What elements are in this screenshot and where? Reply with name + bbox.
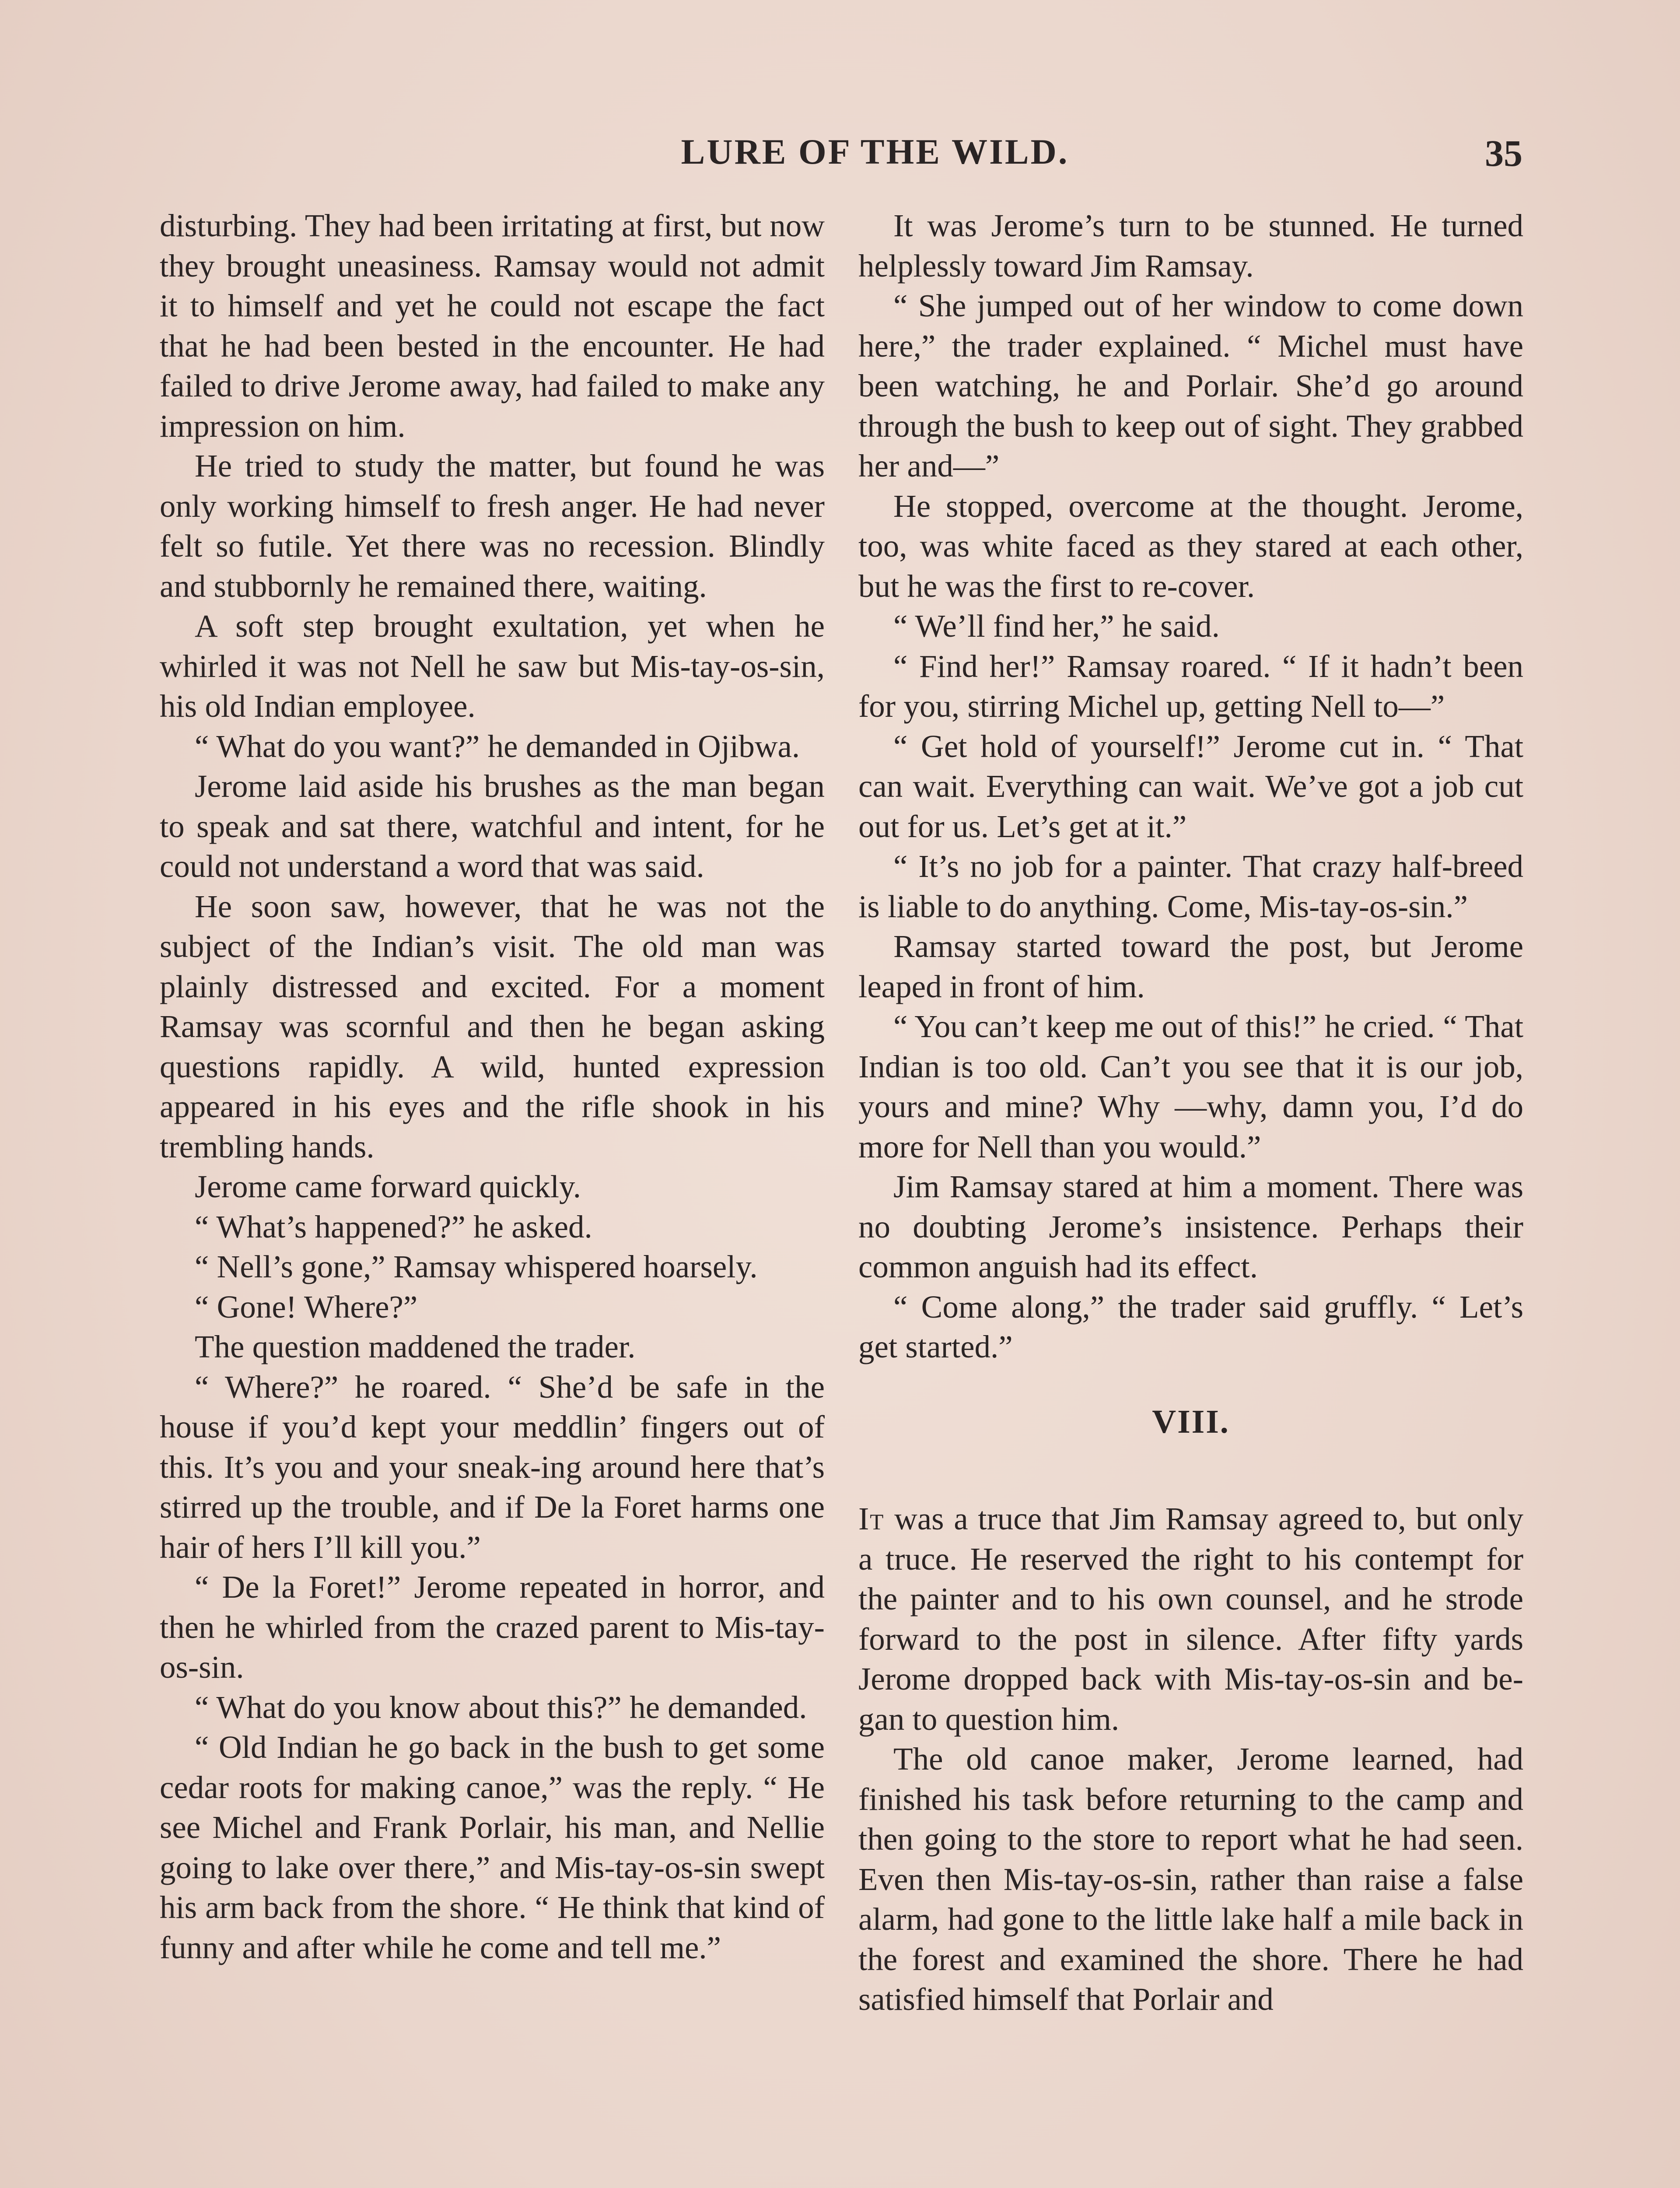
paragraph: “ What’s happened?” he asked. [195, 1209, 592, 1245]
paragraph: The question maddened the trader. [195, 1329, 636, 1364]
paragraph: He tried to study the matter, but found he was only working himself to fresh anger. He had never felt so futile. Yet there was no recession. Blindly and stubbornly he remained there, waiting. [160, 448, 825, 604]
paragraph: “ What do you know about this?” he demanded. [195, 1689, 807, 1725]
paragraph: He stopped, overcome at the thought. Jerome, too, was white faced as they stared at each other, but he was the first to re-cover. [858, 488, 1523, 604]
paragraph: “ De la Foret!” Jerome repeated in horror, and then he whirled from the crazed parent to Mis-tay-os-sin. [160, 1569, 825, 1685]
paragraph: “ Nell’s gone,” Ramsay whispered hoarsely. [195, 1249, 758, 1284]
chapter-opening-paragraph [858, 1499, 1523, 1739]
paragraph: Jim Ramsay stared at him a moment. There was no doubting Jerome’s insistence. Perhaps their common anguish had its effect. [858, 1169, 1523, 1284]
page-number: 35 [1485, 132, 1522, 174]
paragraph: “ Find her!” Ramsay roared. “ If it hadn’t been for you, stirring Michel up, getting Nell to—” [858, 648, 1523, 724]
paragraph: It was Jerome’s turn to be stunned. He turned helplessly toward Jim Ramsay. [858, 208, 1523, 284]
paragraph: “ It’s no job for a painter. That crazy half-breed is liable to do anything. Come, Mis-tay-os-sin.” [858, 849, 1523, 924]
paragraph: Ramsay started toward the post, but Jerome leaped in front of him. [858, 929, 1523, 1004]
paragraph: “ Get hold of yourself!” Jerome cut in. “ That can wait. Everything can wait. We’ve got a job cut out for us. Let’s get at it.” [858, 728, 1523, 844]
paragraph: Jerome laid aside his brushes as the man began to speak and sat there, watchful and intent, for he could not understand a word that was said. [160, 768, 825, 884]
paragraph: “ Old Indian he go back in the bush to get some cedar roots for making canoe,” was the reply. “ He see Michel and Frank Porlair, his man, and Nellie going to lake over there,” and Mis-tay-os-sin swept his arm back from the shore. “ He think that kind of funny and after while he come and tell me.” [160, 1729, 825, 1965]
chapter-heading: VIII. [1152, 1403, 1230, 1440]
paragraph: disturbing. They had been irritating at first, but now they brought uneasiness. Ramsay would not admit it to himself and yet he could not escape the fact that he had been bested in the encounter. He had failed to drive Jerome away, had failed to make any impression on him. [160, 208, 825, 444]
paragraph: Jerome came forward quickly. [195, 1169, 581, 1204]
paragraph: “ Come along,” the trader said gruffly. “ Let’s get started.” [858, 1289, 1523, 1364]
paragraph: “ We’ll find her,” he said. [893, 608, 1220, 644]
opening-text: was a truce that Jim Ramsay agreed to, but only a truce. He reserved the right to his contempt for the painter and to his own counsel, and he strode forward to the post in silence. After fifty yards Jerome dropped back with Mis-tay-os-sin and be-gan to question him. [858, 1501, 1523, 1737]
paragraph: He soon saw, however, that he was not the subject of the Indian’s visit. The old man was plainly distressed and excited. For a moment Ramsay was scornful and then he began asking questions rapidly. A wild, hunted expression appeared in his eyes and the rifle shook in his trembling hands. [160, 888, 825, 1164]
opening-smallcaps: It [858, 1501, 885, 1536]
paragraph: “ You can’t keep me out of this!” he cried. “ That Indian is too old. Can’t you see that it is our job, yours and mine? Why —why, damn you, I’d do more for Nell than you would.” [858, 1009, 1523, 1164]
paragraph: “ What do you want?” he demanded in Ojibwa. [195, 728, 800, 764]
right-column [858, 206, 1523, 2020]
paragraph: The old canoe maker, Jerome learned, had finished his task before returning to the camp and then going to the store to report what he had seen. Even then Mis-tay-os-sin, rather than raise a false alarm, had gone to the little lake half a mile back in the forest and examined the shore. There he had satisfied himself that Porlair and [858, 1741, 1523, 2017]
left-column [160, 206, 825, 1967]
paragraph: A soft step brought exultation, yet when he whirled it was not Nell he saw but Mis-tay-os-sin, his old Indian employee. [160, 608, 825, 724]
paragraph: “ Gone! Where?” [195, 1289, 418, 1325]
paragraph: “ She jumped out of her window to come down here,” the trader explained. “ Michel must have been watching, he and Porlair. She’d go around through the bush to keep out of sight. They grabbed her and—” [858, 288, 1523, 484]
running-title: LURE OF THE WILD. [681, 132, 1069, 172]
paragraph: “ Where?” he roared. “ She’d be safe in the house if you’d kept your meddlin’ fingers out of this. It’s you and your sneak-ing around here that’s stirred up the trouble, and if De la Foret harms one hair of hers I’ll kill you.” [160, 1369, 825, 1565]
